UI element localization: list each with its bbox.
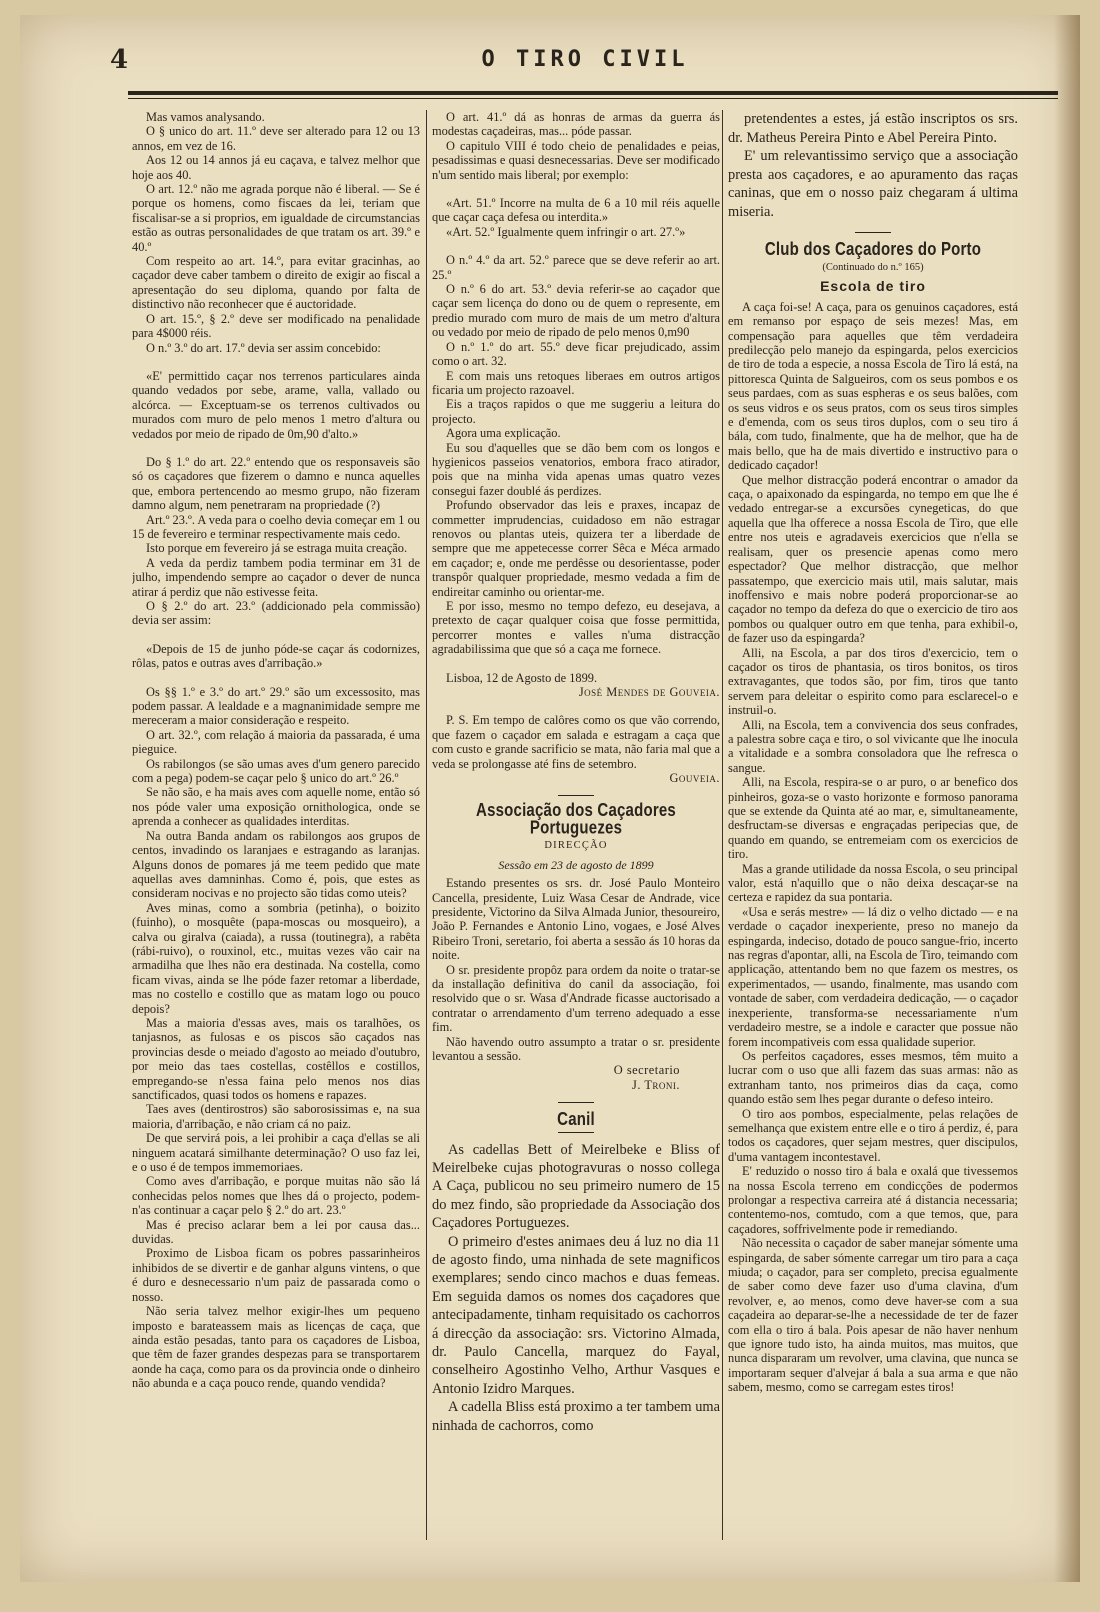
club-paragraph: A caça foi-se! A caça, para os genuinos caçadores, está em remanso por espaço de seis mezes! Mas, em compensação para aquelles que têm verdadeira predilecção pelo manejo da espingarda, pelos exercicios de tiro de toda a especie, a nossa Escola de Tiro lá está, na pittoresca Quinta de Salgueiros, com os seus pombos e os seus pardaes, com as suas espheras e os seus balões, com os seus vidros e os seus pratos, com os seus tiros simples e d'emenda, com os seus tiros duplos, com o seu tiro á bála, com tudo, finalmente, que ha de melhor, que ha de mais bello, que ha de mais divertido e instructivo para o dedicado caçador! [728,299,1018,473]
paragraph: Profundo observador das leis e praxes, incapaz de commetter imprudencias, cuidadoso em não estragar renovos ou plantas uteis, quizera ter a liberdade de sempre que me appetecesse correr Sêca e Méca armado em caçador; e, onde me perdêsse ou desorientasse, poder transpôr qualquer propriedade, mesmo vedada a fim de endireitar caminho ou orientar-me. [432,498,720,599]
paragraph: O art. 12.º não me agrada porque não é liberal. — Se é porque os homens, como fiscaes da lei, teriam que fiscalisar-se a si proprios, em igualdade de circumstancias estão as outras personalidades de que tratam os art. 39.º e 40.º [132,182,420,254]
paragraph: O art. 15.º, § 2.º deve ser modificado na penalidade para 4$000 réis. [132,311,420,341]
dateline: Lisboa, 12 de Agosto de 1899. [446,670,598,685]
masthead: O TIRO CIVIL [481,47,689,72]
paragraph: Agora uma explicação. [446,426,561,441]
paragraph: O n.º 3.º do art. 17.º devia ser assim concebido: [146,340,381,355]
assoc-body [432,876,720,1063]
page-header [110,45,1060,81]
club-paragraph: E' reduzido o nosso tiro á bala e oxalá que tivessemos na nossa Escola terreno em condicções de podermos prolongar a respectiva carreira até á distancia necessaria; contentemo-nos, comtudo, com a que temos, que, para caçadores, soffrivelmente pode ir remediando. [728,1164,1018,1236]
assoc-paragraph: Estando presentes os srs. dr. José Paulo Monteiro Cancella, presidente, Luiz Wasa Cesar de Andrade, vice presidente, Victorino da Silva Almada Junior, thesoureiro, João P. Fernandes e Antonio Lino, vogaes, e José Alves Ribeiro Troni, seretario, foi aberta a sessão ás 10 horas da noite. [432,876,720,963]
club-paragraph: Alli, na Escola, a par dos tiros d'exercicio, tem o caçador os tiros de phantasia, os tiros bonitos, os tiros extravagantes, que todos são, por fim, tiros que tanto servem para deleitar o espirito como para esclarecel-o e instruil-o. [728,645,1018,718]
club-paragraph: O tiro aos pombos, especialmente, pelas relações de semelhança que existem entre elle e o tiro á perdiz, é, para todos os caçadores, quer sejam mestres, quer discipulos, d'uma vantagem incontestavel. [728,1106,1018,1164]
newspaper-page [20,15,1080,1582]
page-number: 4 [110,45,129,75]
header-rule-thick [128,91,1058,95]
paragraph: Isto porque em fevereiro já se estraga muita creação. [146,541,408,556]
paragraph: Taes aves (dentirostros) são saborosissimas e, na sua maioria, d'arribação, e não criam cá no paiz. [132,1102,420,1131]
canil-body [432,1141,720,1436]
paragraph: E com mais uns retoques liberaes em outros artigos ficaria um projecto razoavel. [432,368,720,397]
paragraph: «Depois de 15 de junho póde-se caçar ás codornizes, rôlas, patos e outras aves d'arribação.» [132,641,420,671]
section-divider [558,795,594,796]
paragraph: Proximo de Lisboa ficam os pobres passarinheiros inhibidos de se divertir e de ganhar alguns vintens, o que é duro e desnecessario n'um paiz de passarada como o nosso. [132,1246,420,1304]
assoc-paragraph: Não havendo outro assumpto a tratar o sr. presidente levantou a sessão. [432,1034,720,1063]
paragraph: Aos 12 ou 14 annos já eu caçava, e talvez melhor que hoje aos 40. [132,153,420,182]
paragraph: Eu sou d'aquelles que se dão bem com os longos e hygienicos passeios venatorios, embora fraco atirador, pois que na minha vida apenas umas quatro vezes consegui fazer doublé ás perdizes. [432,440,720,498]
paragraph: Do § 1.º do art. 22.º entendo que os responsaveis são só os caçadores que fizerem o damno e nunca aquelles que, embora pertencendo ao mesmo grupo, não fizeram damno algum, nem penetraram na propriedade (?) [132,454,420,513]
club-paragraph: Que melhor distracção poderá encontrar o amador da caça, o apaixonado da espingarda, no tempo em que lhe é vedado entregar-se a excursões cynegeticas, do que aquella que lha offerece a nossa Escola de Tiro, que elle entre nos uteis e agradaveis exercicios que n'ella se realisam, quer os presencie apenas como mero espectador? Que melhor distracção, que melhor passatempo, que exercicio mais util, mais salutar, mais inoffensivo e mais nobre poderá proporcionar-se ao caçador no tempo da defeza do que o exercicio de tiro aos pombos ou qualquer outro em que tenha, para exhibil-o, de fazer uso da espingarda? [728,472,1018,646]
postscript: P. S. Em tempo de calôres como os que vão correndo, que fazem o caçador em salada e estragam a caça que com custo e grande sacrificio se mata, não faria mal que a veda se prolongasse até fins de setembro. [432,713,720,771]
assoc-paragraph: O sr. presidente propôz para ordem da noite o tratar-se da installação definitiva do canil da associação, foi resolvido que o sr. Wasa d'Andrade ficasse auctorisado a contratar o arrendamento d'um terreno adequado a esse fim. [432,962,720,1035]
section-divider [558,1102,594,1103]
canil-paragraph: O primeiro d'estes animaes deu á luz no dia 11 de agosto findo, uma ninhada de sete magnificos exemplares; sendo cinco machos e duas femeas. Em seguida damos os nomes dos caçadores que antecipadamente, tinham requisitado os cachorros á direcção da associação: srs. Victorino Almada, dr. Paulo Cancella, marquez do Fayal, conselheiro Agostinho Velho, Arthur Vasques e Antonio Izidro Marques. [432,1233,720,1397]
paragraph: Os rabilongos (se são umas aves d'um genero parecido com a pega) podem-se caçar pelo § unico do art.º 26.º [132,756,420,786]
club-subtitle: Escola de tiro [820,278,926,295]
paragraph: Não seria talvez melhor exigir-lhes um pequeno imposto e barateassem mais as licenças de caça, que ainda estão pesadas, tanto para os caçadores de Lisboa, que têm de fazer grandes despezas para se transportarem aonde ha caça, como para os da provincia onde o dinheiro não abunda e a caça pouco rende, quando vendida? [132,1304,420,1391]
paragraph: Aves minas, como a sombria (petinha), o boizito (fuinho), o mosquête (papa-moscas ou mosqueiro), a calva ou giralva (caiada), a russa (toutinegra), a rabêta (rábi-ruivo), o rouxinol, etc., muitas vezes vão cair na armadilha que lhes não era destinada. Na costella, como ficam vivas, ainda se lhe póde fazer retomar a liberdade, mas no costello e costillo que as matam logo ou pouco depois? [132,900,420,1016]
paragraph: «Art. 52.º Igualmente quem infringir o art. 27.º» [446,224,686,239]
assoc-subtitle: DIRECÇÃO [544,840,608,852]
postscript-signature: Gouveia. [669,771,720,786]
paragraph: Art.º 23.º. A veda para o coelho devia começar em 1 ou 15 de fevereiro e terminar respectivamente mais cedo. [132,512,420,541]
section-divider [558,1132,594,1133]
paragraph: «Art. 51.º Incorre na multa de 6 a 10 mil réis aquelle que caçar caça defesa ou interdita.» [432,196,720,225]
canil-paragraph: A cadella Bliss está proximo a ter tambem uma ninhada de cachorros, como [432,1399,720,1434]
paragraph: O n.º 6 do art. 53.º devia referir-se ao caçador que caçar sem licença do dono ou de quem o represente, em predio murado com muro de mais de um metro d'altura ou vedado por meio de ripado de pelo menos 0,m90 [432,282,720,340]
paragraph: O capitulo VIII é todo cheio de penalidades e peias, pesadissimas e quasi desnecessarias. Deve ser modificado n'um sentido mais liberal; por exemplo: [432,138,720,182]
paragraph: Mas vamos analysando. [146,110,265,124]
canil-paragraph: As cadellas Bett of Meirelbeke e Bliss of Meirelbeke cujas photogravuras o nosso collega A Caça, publicou no seu primeiro numero de 15 do mez findo, são propriedade da Associação dos Caçadores Portuguezes. [432,1141,720,1232]
column-middle [432,110,720,1560]
paragraph: O art. 41.º dá as honras de armas da guerra ás modestas caçadeiras, mas... póde passar. [432,110,720,139]
club-paragraph: Os perfeitos caçadores, esses mesmos, têm muito a lucrar com o uso que alli fazem das suas armas: não as extranham tanto, nos primeiros dias da caça, como quando estão sem lhes pegar durante o defeso inteiro. [728,1048,1018,1107]
column-left [132,110,420,1560]
paragraph: O n.º 4.º da art. 52.º parece que se deve referir ao art. 25.º [432,253,720,282]
paragraph: O n.º 1.º do art. 55.º deve ficar prejudicado, assim como o art. 32. [432,339,720,369]
canil-title: Canil [557,1108,595,1131]
paragraph: E por isso, mesmo no tempo defezo, eu desejava, a pretexto de caçar qualquer coisa que fosse permittida, percorrer montes e valles n'uma distracção agradabilissima que que só a caça me fornece. [432,599,720,657]
paragraph: pretendentes a estes, já estão inscriptos os srs. dr. Matheus Pereira Pinto e Abel Pereira Pinto. [728,111,1018,146]
column-divider [426,110,427,1540]
club-title: Club dos Caçadores do Porto [764,238,982,260]
paragraph: Com respeito ao art. 14.º, para evitar gracinhas, ao caçador deve caber tambem o direito de exigir ao fiscal a apresentação do seu diploma, quando por falta de distinctivo não reconhecer que é auctoridade. [132,254,420,312]
paragraph: Como aves d'arribação, e porque muitas não são lá conhecidas pelos nomes que lhes dá o projecto, podem-n'as continuar a caçar pelo § 2.º do art. 23.º [132,1174,420,1218]
paragraph: Se não são, e ha mais aves com aquelle nome, então só nos póde valer uma exposição ornithologica, onde se aprenda a conhecer as qualidades interditas. [132,785,420,829]
paragraph: Mas a maioria d'essas aves, mais os taralhões, os tanjasnos, as fulosas e os piscos são caçados nas provincias desde o meiado d'agosto ao meiado d'outubro, por meio das taes costellas, costêllos e costillos, empregando-se n'essa faina pelo menos nos dias sanctificados, quasi todos os homens e rapazes. [132,1015,420,1102]
section-divider [855,232,891,233]
article-continuation [432,110,720,657]
paragraph: Eis a traços rapidos o que me suggeriu a leitura do projecto. [432,397,720,426]
paragraph: A veda da perdiz tambem podia terminar em 31 de julho, impendendo sempre ao caçador o dever de nunca atirar á perdiz que não estivesse feita. [132,555,420,599]
club-paragraph: Mas a grande utilidade da nossa Escola, o seu principal valor, está n'aquillo que o não deixa descaçar-se na certeza e rapidez da sua pontaria. [728,861,1018,905]
club-paragraph: Alli, na Escola, respira-se o ar puro, o ar benefico dos pinheiros, goza-se o vasto horizonte e formoso panorama que se extende da Quinta até ao mar, e, simultaneamente, desfructam-se diversas e engraçadas peripecias que, de quando em quando, se entremeiam com os exercicios de tiro. [728,775,1018,862]
header-rule-thin [128,98,1058,99]
secretary-name: J. Troni. [632,1077,680,1092]
paragraph: O art. 32.º, com relação á maioria da passarada, é uma pieguice. [132,727,420,757]
paragraph: O § 2.º do art. 23.º (addicionado pela commissão) devia ser assim: [132,599,420,628]
club-body [728,300,1018,1395]
paragraph: O § unico do art. 11.º deve ser alterado para 12 ou 13 annos, em vez de 16. [132,124,420,153]
paragraph: De que servirá pois, a lei prohibir a caça d'ellas se ali ninguem acatará similhante determinação? O uso faz lei, e o uso é de tempos immemoriaes. [132,1131,420,1175]
club-paragraph: Não necessita o caçador de saber manejar sómente uma espingarda, de saber sómente carregar um tiro para a caça miuda; o caçador, para ser completo, precisa egualmente de saber como deve fazer uso d'uma clavina, d'um revolver, e, ao menos, como deve haver-se com a sua caçadeira ao deparar-se-lhe a necessidade de ter de fazer com ella o tiro á bala. Pois apesar de não haver nenhum que ignore tudo isto, ha ainda muitos, mas muitos, que nunca dispararam um revolver, uma clavina, que nunca se importaram sequer d'alvejar á bala a sua arma e que não sabem, mesmo, como se carregam estes tiros! [728,1236,1018,1395]
page-edge-shadow [1054,15,1080,1582]
club-paragraph: «Usa e serás mestre» — lá diz o velho dictado — e na verdade o caçador inexperiente, preso no manejo da espingarda, indeciso, dotado de pouco sangue-frio, incerto nas regras d'apontar, alli, na Escola de Tiro, teimando com applicação, attentando bem no que fazem os mestres, os experimentados, — usando, finalmente, mas usando com vontade de saber, com verdadeira dedicação, — o caçador inexperiente, transforma-se necessariamente n'um verdadeiro mestre, se a indole e caracter que possue não forem incompativeis com essa qualidade superior. [728,904,1018,1049]
author-signature: José Mendes de Gouveia. [578,685,720,700]
paragraph: Mas é preciso aclarar bem a lei por causa das... duvidas. [132,1217,420,1247]
secretary-label: O secretario [613,1063,680,1078]
paragraph: E' um relevantissimo serviço que a associação presta aos caçadores, e ao apuramento das raças caninas, que em o nosso paiz chegaram á ultima miseria. [728,148,1018,220]
assoc-title: Associação dos Caçadores Portuguezes [476,800,676,840]
paragraph: Na outra Banda andam os rabilongos aos grupos de centos, invadindo os laranjaes e estragando as laranjas. Alguns donos de pomares já me teem pedido que mate aquellas aves damninhas. Como é, pois, que estes as consideram nocivas e no projecto são tidas como uteis? [132,828,420,901]
column-right [728,110,1018,1560]
paragraph: «E' permittido caçar nos terrenos particulares ainda quando vedados por sebe, arame, valla, vallado ou alcórca. — Exceptuam-se os terrenos cultivados ou murados com muro de pelo menos 1 metro d'altura ou vedados por meio de ripado de 0m,90 d'alto.» [132,368,420,441]
paragraph: Os §§ 1.º e 3.º do art.º 29.º são um excessosito, mas podem passar. A lealdade e a magnanimidade sempre me mereceram a maior consideração e respeito. [132,684,420,728]
column-divider [722,110,723,1540]
canil-continuation [728,110,1018,222]
club-paragraph: Alli, na Escola, tem a convivencia dos seus confrades, a palestra sobre caça e tiro, o sol vivicante que lhe inocula a vitalidade e a sombra consoladora que lhe refresca o sangue. [728,717,1018,775]
assoc-session: Sessão em 23 de agosto de 1899 [498,857,654,872]
club-continued: (Continuado do n.º 165) [822,261,924,273]
